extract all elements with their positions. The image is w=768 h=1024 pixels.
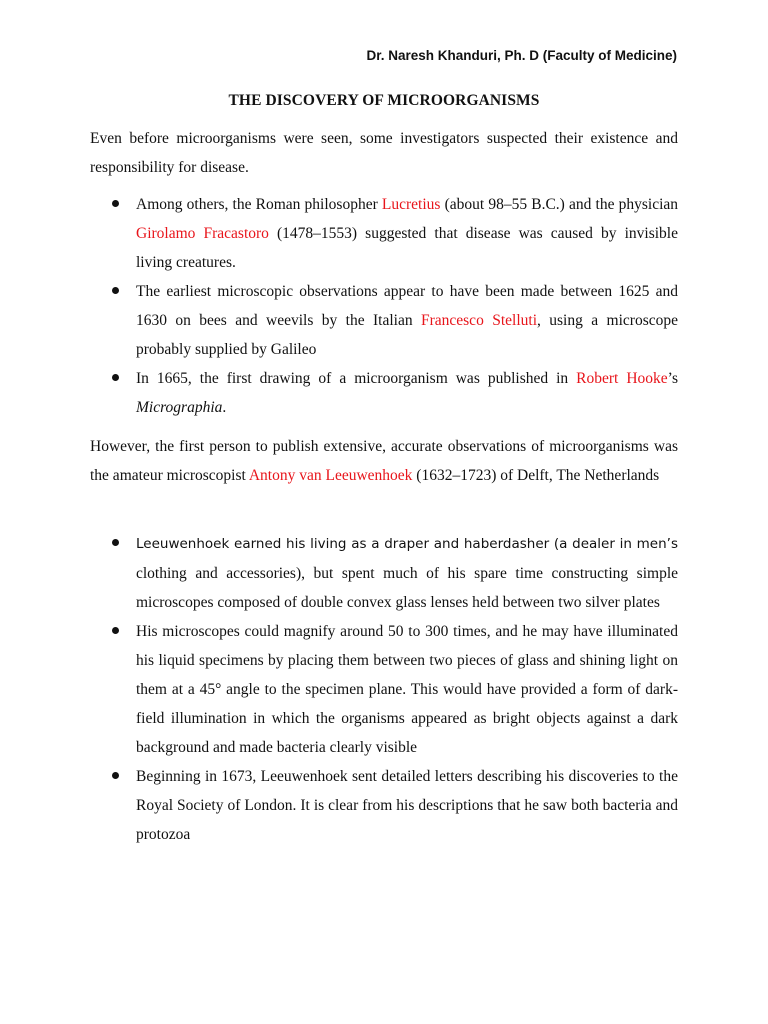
highlighted-name: Robert Hooke <box>576 370 668 387</box>
book-title: Micrographia <box>136 399 223 416</box>
intro-paragraph: Even before microorganisms were seen, some investigators suspected their existence and responsibility for disease. <box>90 130 678 176</box>
bullet-icon <box>112 539 119 546</box>
item-text: (about 98‒55 B.C.) and the physician <box>440 196 679 213</box>
early-investigators-list <box>90 190 678 422</box>
bullet-icon <box>112 374 119 381</box>
list-item <box>90 364 678 422</box>
highlighted-name: Girolamo Fracastoro <box>136 225 269 242</box>
paragraph-text: However, the first person to publish extensive, accurate observations of microorganisms was the amateur microscopist <box>90 438 678 484</box>
list-item <box>90 617 678 762</box>
paragraph-text: (1632‒1723) of Delft, The Netherlands <box>412 467 660 484</box>
list-item <box>90 277 678 364</box>
item-text: Beginning in 1673, Leeuwenhoek sent detailed letters describing his discoveries to the Royal Society of London. It is clear from his descriptions that he saw both bacteria and protozoa <box>136 768 678 843</box>
item-text: , using a microscope probably supplied by Galileo <box>136 312 678 358</box>
list-item <box>90 190 678 277</box>
bullet-icon <box>112 772 119 779</box>
list-item <box>90 762 678 849</box>
item-text: Among others, the Roman philosopher <box>136 196 382 213</box>
item-text: (1478‒1553) suggested that disease was caused by invisible living creatures. <box>136 225 678 271</box>
item-text: . <box>222 399 227 416</box>
document-title: THE DISCOVERY OF MICROORGANISMS <box>228 92 540 109</box>
highlighted-name: Antony van Leeuwenhoek <box>248 467 413 484</box>
leeuwenhoek-paragraph <box>90 432 678 490</box>
highlighted-name: Francesco Stelluti <box>420 312 537 329</box>
item-text: clothing and accessories), but spent much of his spare time constructing simple microscopes composed of double convex glass lenses held between two silver plates <box>136 565 678 611</box>
item-text: In 1665, the first drawing of a microorganism was published in <box>136 370 577 387</box>
item-text: Leeuwenhoek earned his living as a draper and haberdasher (a dealer in men’s <box>136 536 678 552</box>
page-header-author: Dr. Naresh Khanduri, Ph. D (Faculty of Medicine) <box>366 48 677 63</box>
highlighted-name: Lucretius <box>381 196 441 213</box>
list-item <box>90 529 678 617</box>
item-text: The earliest microscopic observations appear to have been made between 1625 and 1630 on bees and weevils by the Italian <box>136 283 678 329</box>
item-text: ’s <box>667 370 678 387</box>
bullet-icon <box>112 627 119 634</box>
leeuwenhoek-list <box>90 529 678 849</box>
bullet-icon <box>112 200 119 207</box>
item-text: His microscopes could magnify around 50 to 300 times, and he may have illuminated his liquid specimens by placing them between two pieces of glass and shining light on them at a 45° angle to the specimen plane. This would have provided a form of dark-field illumination in which the organisms appeared as bright objects against a dark background and made bacteria clearly visible <box>136 623 678 756</box>
bullet-icon <box>112 287 119 294</box>
